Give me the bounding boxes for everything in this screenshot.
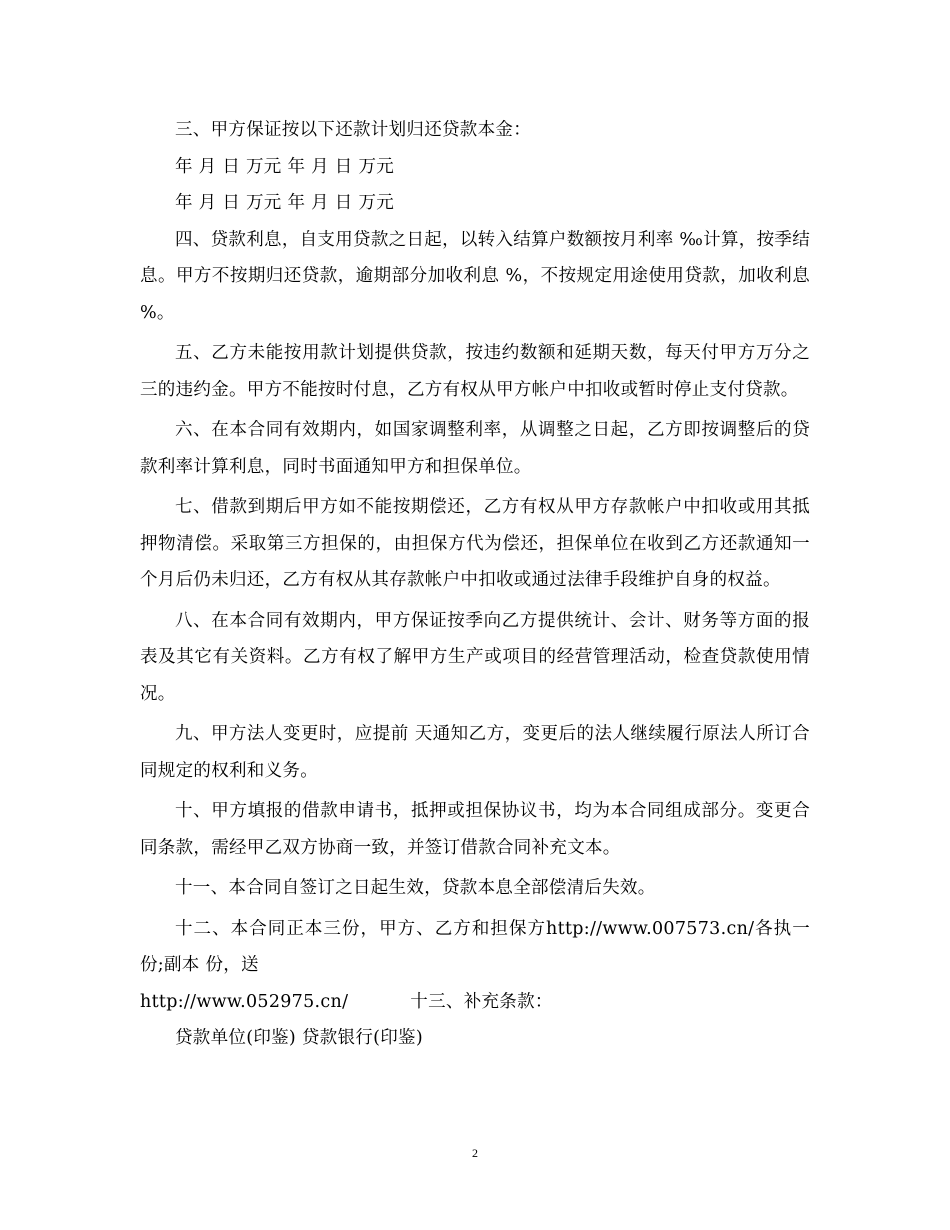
- url-text: http://www.052975.cn/: [140, 991, 349, 1012]
- clause-10: 十、甲方填报的借款申请书，抵押或担保协议书，均为本合同组成部分。变更合同条款，需经甲乙双方协商一致，并签订借款合同补充文本。: [140, 801, 810, 858]
- clause-13: 十三、补充条款：: [410, 991, 553, 1012]
- clause-3: 三、甲方保证按以下还款计划归还贷款本金：: [175, 120, 531, 140]
- clause-4: 四、贷款利息，自支用贷款之日起，以转入结算户数额按月利率 ‰计算，按季结息。甲方不按期归还贷款，逾期部分加收利息 %，不按规定用途使用贷款，加收利息 %。: [140, 229, 810, 323]
- repayment-schedule-line-2: 年 月 日 万元 年 月 日 万元: [175, 193, 395, 213]
- clause-7: 七、借款到期后甲方如不能按期偿还，乙方有权从甲方存款帐户中扣收或用其抵押物清偿。采取第三方担保的，由担保方代为偿还，担保单位在收到乙方还款通知一个月后仍未归还，乙方有权从其存款帐户中扣收或通过法律手段维护自身的权益。: [140, 497, 810, 590]
- signature-line: 贷款单位(印鉴) 贷款银行(印鉴): [175, 1028, 423, 1048]
- document-body: [140, 112, 810, 1057]
- clause-12: 十二、本合同正本三份，甲方、乙方和担保方http://www.007573.cn/各执一份;副本 份，送: [140, 918, 810, 975]
- clause-6: 六、在本合同有效期内，如国家调整利率，从调整之日起，乙方即按调整后的贷款利率计算利息，同时书面通知甲方和担保单位。: [140, 420, 810, 477]
- url-line: [140, 984, 810, 1021]
- clause-9: 九、甲方法人变更时，应提前 天通知乙方，变更后的法人继续履行原法人所订合同规定的权利和义务。: [140, 724, 810, 781]
- clause-5: 五、乙方未能按用款计划提供贷款，按违约数额和延期天数，每天付甲方万分之三的违约金。甲方不能按时付息，乙方有权从甲方帐户中扣收或暂时停止支付贷款。: [140, 343, 810, 400]
- page-number: 2: [472, 1146, 478, 1160]
- clause-11: 十一、本合同自签订之日起生效，贷款本息全部偿清后失效。: [175, 878, 656, 898]
- repayment-schedule-line-1: 年 月 日 万元 年 月 日 万元: [175, 156, 395, 177]
- clause-8: 八、在本合同有效期内，甲方保证按季向乙方提供统计、会计、财务等方面的报表及其它有关资料。乙方有权了解甲方生产或项目的经营管理活动，检查贷款使用情况。: [140, 610, 810, 704]
